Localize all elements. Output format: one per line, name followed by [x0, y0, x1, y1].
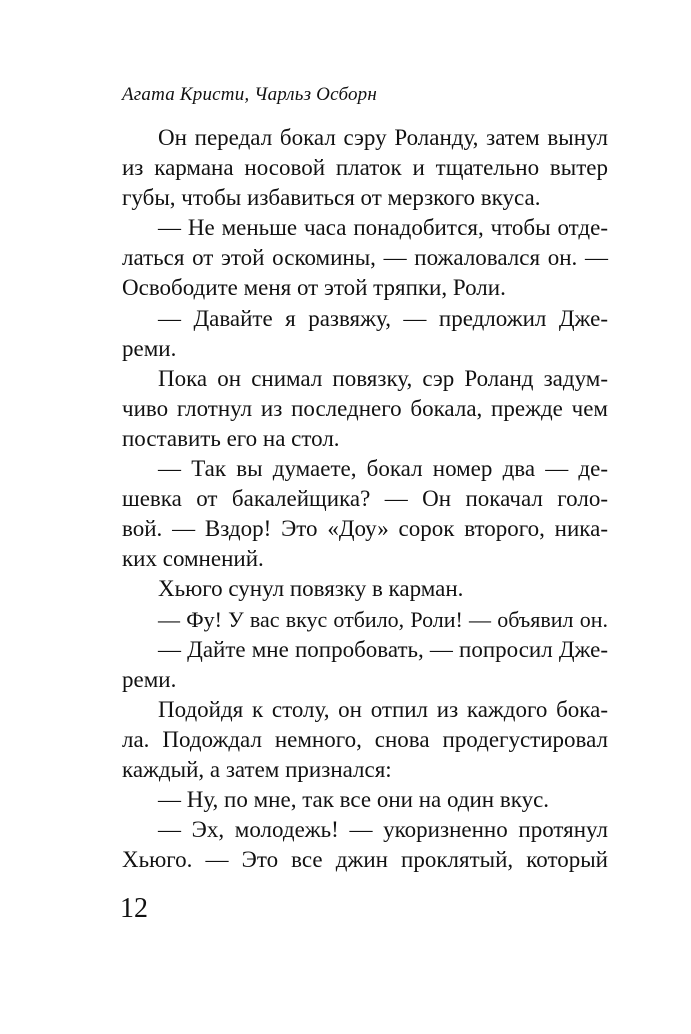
text-line: — Давайте я развяжу, — предложил Дже- [158, 305, 608, 331]
text-line: шевка от бакалейщика? — Он покачал голо- [122, 486, 608, 512]
text-line: чиво глотнул из последнего бокала, прежде чем [122, 395, 608, 421]
text-line: Освободите меня от этой тряпки, Роли. [122, 275, 506, 301]
text-line: Он передал бокал сэру Роланду, затем вынул [158, 125, 608, 150]
running-head: Агата Кристи, Чарльз Осборн [122, 84, 377, 105]
text-line: вой. — Вздор! Это «Доу» сорок второго, ника- [122, 516, 608, 542]
text-line: Подойдя к столу, он отпил из каждого бока- [158, 696, 608, 722]
body-text [122, 123, 608, 875]
text-line: Хьюго сунул повязку в карман. [158, 576, 464, 602]
text-line: ла. Подождал немного, снова продегустировал [122, 726, 608, 752]
text-line: — Так вы думаете, бокал номер два — де- [158, 456, 608, 482]
text-line: — Фу! У вас вкус отбило, Роли! — объявил он. [158, 606, 608, 632]
text-line: губы, чтобы избавиться от мерзкого вкуса. [122, 185, 541, 211]
text-line: — Эх, молодежь! — укоризненно протянул [158, 817, 608, 843]
text-line: — Ну, по мне, так все они на один вкус. [158, 787, 550, 813]
text-line: из кармана носовой платок и тщательно вытер [122, 155, 608, 181]
text-line: реми. [122, 666, 177, 692]
text-line: поставить его на стол. [122, 425, 340, 451]
text-line: каждый, а затем признался: [122, 756, 392, 782]
text-line: Пока он снимал повязку, сэр Роланд задум- [158, 365, 608, 391]
text-line: реми. [122, 335, 177, 361]
text-line: латься от этой оскомины, — пожаловался он. — [122, 245, 608, 271]
text-line: Хьюго. — Это все джин проклятый, который [122, 847, 608, 873]
text-line: — Дайте мне попробовать, — попросил Дже- [158, 636, 608, 662]
text-line: — Не меньше часа понадобится, чтобы отде- [158, 215, 608, 241]
page-number: 12 [120, 893, 148, 924]
text-line: ких сомнений. [122, 546, 264, 572]
